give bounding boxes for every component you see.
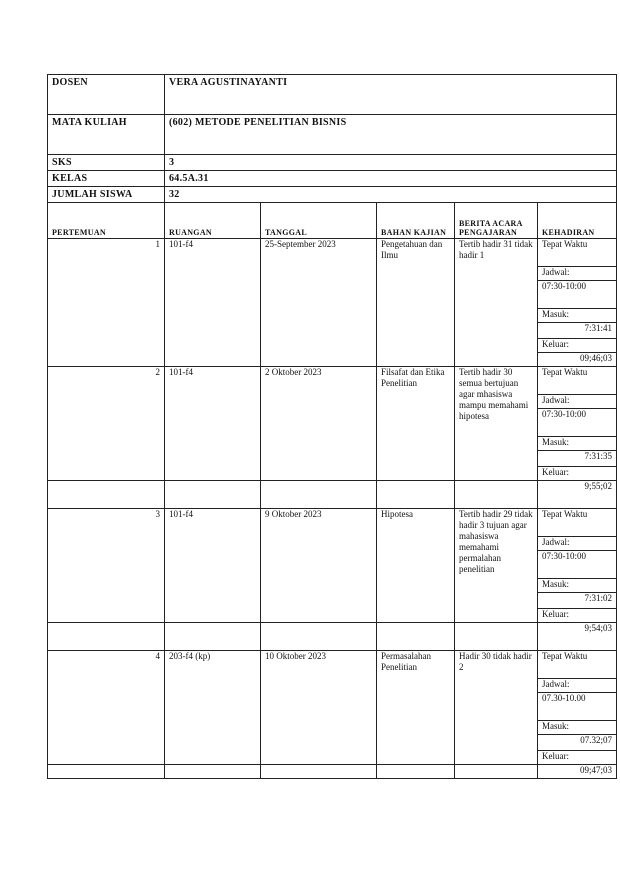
session-date: 2 Oktober 2023	[261, 367, 377, 481]
mata-kuliah-label: MATA KULIAH	[48, 115, 165, 155]
session-row	[48, 367, 617, 395]
session-room: 101-f4	[165, 239, 261, 367]
session-room: 101-f4	[165, 509, 261, 623]
column-header-row	[48, 203, 617, 239]
session-number: 1	[48, 239, 165, 367]
session-row	[48, 239, 617, 267]
schedule-value: 07:30-10:00	[538, 551, 617, 579]
checkin-time: 7:31:41	[538, 323, 617, 339]
checkin-time: 07.32;07	[538, 735, 617, 751]
checkout-time: 9;55;02	[538, 481, 617, 509]
header-bahan-kajian: BAHAN KAJIAN	[377, 203, 455, 239]
session-row	[48, 651, 617, 679]
session-room: 203-f4 (kp)	[165, 651, 261, 765]
checkout-time: 09;46;03	[538, 353, 617, 367]
checkout-label: Keluar:	[538, 609, 617, 623]
session-topic: Permasalahan Penelitian	[377, 651, 455, 765]
kelas-label: KELAS	[48, 171, 165, 187]
checkout-label: Keluar:	[538, 467, 617, 481]
session-date: 9 Oktober 2023	[261, 509, 377, 623]
checkin-time: 7:31:02	[538, 593, 617, 609]
header-ruangan: RUANGAN	[165, 203, 261, 239]
checkout-row	[48, 765, 617, 779]
schedule-value: 07.30-10.00	[538, 693, 617, 721]
attendance-status: Tepat Waktu	[538, 239, 617, 267]
header-pertemuan: PERTEMUAN	[48, 203, 165, 239]
attendance-status: Tepat Waktu	[538, 367, 617, 395]
checkin-label: Masuk:	[538, 721, 617, 735]
jumlah-siswa-value: 32	[165, 187, 617, 203]
schedule-value: 07:30-10:00	[538, 281, 617, 309]
session-room: 101-f4	[165, 367, 261, 481]
kelas-value: 64.5A.31	[165, 171, 617, 187]
session-topic: Hipotesa	[377, 509, 455, 623]
mata-kuliah-value: (602) METODE PENELITIAN BISNIS	[165, 115, 617, 155]
dosen-value: VERA AGUSTINAYANTI	[165, 75, 617, 115]
attendance-status: Tepat Waktu	[538, 651, 617, 679]
session-notes: Tertib hadir 31 tidak hadir 1	[455, 239, 538, 367]
sks-label: SKS	[48, 155, 165, 171]
checkout-label: Keluar:	[538, 751, 617, 765]
checkout-time: 9;54;03	[538, 623, 617, 651]
session-row	[48, 509, 617, 537]
attendance-status: Tepat Waktu	[538, 509, 617, 537]
schedule-label: Jadwal:	[538, 679, 617, 693]
checkout-row	[48, 481, 617, 509]
sks-value: 3	[165, 155, 617, 171]
header-tanggal: TANGGAL	[261, 203, 377, 239]
session-notes: Tertib hadir 30 semua bertujuan agar mhasiswa mampu memahami hipotesa	[455, 367, 538, 481]
session-topic: Pengetahuan dan Ilmu	[377, 239, 455, 367]
checkin-label: Masuk:	[538, 579, 617, 593]
checkin-time: 7:31:35	[538, 451, 617, 467]
schedule-label: Jadwal:	[538, 267, 617, 281]
session-number: 3	[48, 509, 165, 623]
session-date: 25-September 2023	[261, 239, 377, 367]
session-topic: Filsafat dan Etika Penelitian	[377, 367, 455, 481]
header-kehadiran: KEHADIRAN	[538, 203, 617, 239]
session-date: 10 Oktober 2023	[261, 651, 377, 765]
checkin-label: Masuk:	[538, 309, 617, 323]
schedule-label: Jadwal:	[538, 395, 617, 409]
jumlah-siswa-label: JUMLAH SISWA	[48, 187, 165, 203]
checkout-time: 09;47;03	[538, 765, 617, 779]
session-number: 2	[48, 367, 165, 481]
session-number: 4	[48, 651, 165, 765]
session-notes: Hadir 30 tidak hadir 2	[455, 651, 538, 765]
checkout-label: Keluar:	[538, 339, 617, 353]
schedule-label: Jadwal:	[538, 537, 617, 551]
schedule-value: 07:30-10:00	[538, 409, 617, 437]
attendance-table	[47, 74, 617, 779]
checkin-label: Masuk:	[538, 437, 617, 451]
session-notes: Tertib hadir 29 tidak hadir 3 tujuan agar mahasiswa memahami permalahan penelitian	[455, 509, 538, 623]
header-berita-acara: BERITA ACARA PENGAJARAN	[455, 203, 538, 239]
checkout-row	[48, 623, 617, 651]
dosen-label: DOSEN	[48, 75, 165, 115]
